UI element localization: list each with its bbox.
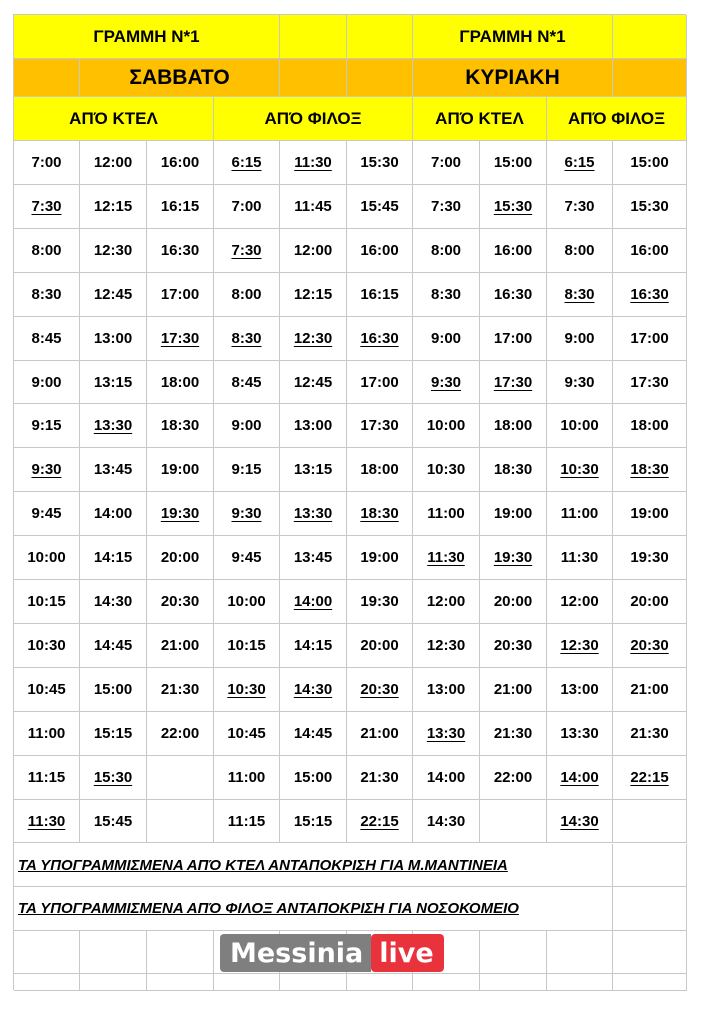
empty-cell [613, 974, 687, 991]
empty-cell [480, 974, 547, 991]
time-cell: 13:30 [547, 712, 613, 756]
time-cell: 13:30 [80, 404, 147, 448]
time-cell: 9:00 [214, 404, 280, 448]
time-cell: 19:00 [347, 536, 413, 580]
empty-cell [14, 931, 80, 974]
time-cell: 12:45 [80, 273, 147, 317]
time-cell: 6:15 [214, 141, 280, 185]
time-cell: 11:15 [214, 800, 280, 843]
time-cell: 18:30 [613, 448, 687, 492]
time-cell: 13:00 [280, 404, 347, 448]
time-cell: 16:15 [347, 273, 413, 317]
note-ktel-correspondence: ΤΑ ΥΠΟΓΡΑΜΜΙΣΜΕΝΑ ΑΠΌ ΚΤΕΛ ΑΝΤΑΠΟΚΡΙΣΗ ΓΙΑ Μ.ΜΑΝΤΙΝΕΙΑ [14, 844, 613, 887]
time-cell: 9:30 [547, 361, 613, 404]
time-cell: 16:00 [147, 141, 214, 185]
time-cell: 22:15 [613, 756, 687, 800]
time-cell: 11:00 [214, 756, 280, 800]
time-cell: 8:00 [214, 273, 280, 317]
empty-cell [347, 974, 413, 991]
time-cell: 20:00 [480, 580, 547, 624]
empty-cell [480, 931, 547, 974]
time-cell: 16:30 [480, 273, 547, 317]
time-cell: 15:30 [80, 756, 147, 800]
time-cell: 8:00 [14, 229, 80, 273]
time-cell: 21:30 [613, 712, 687, 756]
empty-cell [214, 974, 280, 991]
time-cell: 20:30 [347, 668, 413, 712]
logo-part-live: live [371, 934, 443, 972]
time-cell: 21:00 [347, 712, 413, 756]
time-cell: 15:15 [280, 800, 347, 843]
empty-cell [147, 974, 214, 991]
time-cell: 7:00 [413, 141, 480, 185]
time-cell: 17:00 [147, 273, 214, 317]
messinia-live-logo [220, 934, 444, 972]
time-cell: 19:00 [613, 492, 687, 536]
time-cell: 14:00 [80, 492, 147, 536]
time-cell [480, 800, 547, 843]
time-cell: 7:00 [14, 141, 80, 185]
time-cell: 18:30 [147, 404, 214, 448]
time-cell: 14:30 [413, 800, 480, 843]
time-cell: 21:30 [147, 668, 214, 712]
time-cell: 8:00 [413, 229, 480, 273]
time-cell: 15:30 [347, 141, 413, 185]
time-cell: 7:00 [214, 185, 280, 229]
time-cell: 14:30 [547, 800, 613, 843]
time-cell: 10:30 [413, 448, 480, 492]
time-cell: 11:15 [14, 756, 80, 800]
time-cell: 18:00 [480, 404, 547, 448]
time-cell: 8:45 [14, 317, 80, 361]
time-cell: 18:00 [347, 448, 413, 492]
header-empty-cell [613, 15, 687, 59]
time-cell: 14:00 [547, 756, 613, 800]
time-cell: 22:15 [347, 800, 413, 843]
time-cell: 15:30 [480, 185, 547, 229]
header-from-ktel-sunday: ΑΠΌ ΚΤΕΛ [413, 97, 547, 141]
time-cell: 10:30 [547, 448, 613, 492]
time-cell: 17:30 [480, 361, 547, 404]
empty-cell [280, 974, 347, 991]
header-day-saturday: ΣΑΒΒΑΤΟ [80, 59, 280, 97]
time-cell: 13:45 [80, 448, 147, 492]
time-cell: 9:30 [14, 448, 80, 492]
time-cell: 15:00 [80, 668, 147, 712]
time-cell: 12:00 [413, 580, 480, 624]
empty-cell [413, 974, 480, 991]
time-cell: 11:30 [280, 141, 347, 185]
empty-cell [80, 974, 147, 991]
time-cell: 10:45 [14, 668, 80, 712]
time-cell: 12:00 [547, 580, 613, 624]
time-cell: 20:30 [147, 580, 214, 624]
time-cell: 16:30 [347, 317, 413, 361]
time-cell: 12:00 [80, 141, 147, 185]
time-cell: 21:00 [613, 668, 687, 712]
header-empty-cell [347, 15, 413, 59]
time-cell: 7:30 [14, 185, 80, 229]
time-cell: 15:45 [80, 800, 147, 843]
time-cell: 20:30 [613, 624, 687, 668]
time-cell: 20:00 [347, 624, 413, 668]
time-cell: 11:00 [547, 492, 613, 536]
time-cell: 17:30 [613, 361, 687, 404]
time-cell: 17:30 [347, 404, 413, 448]
time-cell: 17:00 [347, 361, 413, 404]
time-cell: 14:30 [80, 580, 147, 624]
time-cell: 21:30 [480, 712, 547, 756]
time-cell: 13:00 [80, 317, 147, 361]
time-cell: 12:30 [547, 624, 613, 668]
time-cell: 17:00 [613, 317, 687, 361]
time-cell: 10:00 [214, 580, 280, 624]
time-cell: 7:30 [547, 185, 613, 229]
time-cell [613, 800, 687, 843]
time-cell: 16:30 [613, 273, 687, 317]
time-cell: 12:00 [280, 229, 347, 273]
empty-cell [80, 931, 147, 974]
time-cell: 19:30 [613, 536, 687, 580]
time-cell: 21:30 [347, 756, 413, 800]
time-cell: 15:30 [613, 185, 687, 229]
time-cell: 8:30 [413, 273, 480, 317]
time-cell: 10:45 [214, 712, 280, 756]
header-from-filox-saturday: ΑΠΌ ΦΙΛΟΞ [214, 97, 413, 141]
time-cell: 10:00 [14, 536, 80, 580]
header-empty-cell [280, 15, 347, 59]
header-from-filox-sunday: ΑΠΌ ΦΙΛΟΞ [547, 97, 687, 141]
empty-cell [147, 931, 214, 974]
time-cell: 13:15 [280, 448, 347, 492]
time-cell: 13:15 [80, 361, 147, 404]
time-cell: 12:15 [80, 185, 147, 229]
time-cell: 14:30 [280, 668, 347, 712]
empty-cell [613, 931, 687, 974]
time-cell: 7:30 [413, 185, 480, 229]
time-cell: 7:30 [214, 229, 280, 273]
time-cell: 22:00 [480, 756, 547, 800]
time-cell [147, 800, 214, 843]
time-cell: 21:00 [147, 624, 214, 668]
time-cell: 12:30 [413, 624, 480, 668]
time-cell: 11:30 [14, 800, 80, 843]
header-day-sunday: ΚΥΡΙΑΚΗ [413, 59, 613, 97]
time-cell: 9:30 [214, 492, 280, 536]
bus-schedule-table [13, 14, 686, 990]
time-cell: 11:00 [413, 492, 480, 536]
time-cell: 20:30 [480, 624, 547, 668]
time-cell: 18:30 [480, 448, 547, 492]
time-cell: 10:15 [14, 580, 80, 624]
time-cell: 15:15 [80, 712, 147, 756]
time-cell: 14:45 [280, 712, 347, 756]
empty-cell [613, 844, 687, 887]
time-cell: 9:15 [14, 404, 80, 448]
note-filox-correspondence: ΤΑ ΥΠΟΓΡΑΜΜΙΣΜΕΝΑ ΑΠΌ ΦΙΛΟΞ ΑΝΤΑΠΟΚΡΙΣΗ ΓΙΑ ΝΟΣΟΚΟΜΕΙΟ [14, 887, 613, 931]
time-cell: 22:00 [147, 712, 214, 756]
time-cell: 16:00 [347, 229, 413, 273]
empty-cell [547, 974, 613, 991]
time-cell: 10:30 [14, 624, 80, 668]
time-cell: 10:30 [214, 668, 280, 712]
time-cell [147, 756, 214, 800]
time-cell: 9:15 [214, 448, 280, 492]
time-cell: 12:45 [280, 361, 347, 404]
time-cell: 9:00 [547, 317, 613, 361]
time-cell: 21:00 [480, 668, 547, 712]
time-cell: 13:30 [280, 492, 347, 536]
header-empty-cell [347, 59, 413, 97]
time-cell: 14:15 [80, 536, 147, 580]
header-empty-cell [613, 59, 687, 97]
time-cell: 8:00 [547, 229, 613, 273]
time-cell: 13:45 [280, 536, 347, 580]
empty-cell [14, 974, 80, 991]
time-cell: 14:00 [280, 580, 347, 624]
time-cell: 19:00 [480, 492, 547, 536]
time-cell: 18:30 [347, 492, 413, 536]
time-cell: 9:00 [413, 317, 480, 361]
time-cell: 8:30 [214, 317, 280, 361]
header-line-left: ΓΡΑΜΜΗ Ν*1 [14, 15, 280, 59]
time-cell: 8:30 [547, 273, 613, 317]
time-cell: 12:15 [280, 273, 347, 317]
time-cell: 16:00 [613, 229, 687, 273]
time-cell: 17:00 [480, 317, 547, 361]
time-cell: 15:00 [280, 756, 347, 800]
time-cell: 10:00 [547, 404, 613, 448]
time-cell: 14:15 [280, 624, 347, 668]
time-cell: 16:00 [480, 229, 547, 273]
time-cell: 20:00 [147, 536, 214, 580]
time-cell: 19:30 [347, 580, 413, 624]
empty-cell [613, 887, 687, 931]
header-empty-cell [280, 59, 347, 97]
time-cell: 15:00 [480, 141, 547, 185]
time-cell: 16:15 [147, 185, 214, 229]
time-cell: 19:00 [147, 448, 214, 492]
empty-cell [547, 931, 613, 974]
time-cell: 9:00 [14, 361, 80, 404]
time-cell: 17:30 [147, 317, 214, 361]
time-cell: 13:30 [413, 712, 480, 756]
header-line-right: ΓΡΑΜΜΗ Ν*1 [413, 15, 613, 59]
time-cell: 15:00 [613, 141, 687, 185]
time-cell: 19:30 [480, 536, 547, 580]
time-cell: 6:15 [547, 141, 613, 185]
time-cell: 18:00 [613, 404, 687, 448]
time-cell: 13:00 [413, 668, 480, 712]
logo-part-messinia: Messinia [220, 934, 371, 972]
time-cell: 10:00 [413, 404, 480, 448]
time-cell: 13:00 [547, 668, 613, 712]
header-empty-cell [14, 59, 80, 97]
time-cell: 11:00 [14, 712, 80, 756]
time-cell: 11:30 [413, 536, 480, 580]
header-from-ktel-saturday: ΑΠΌ ΚΤΕΛ [14, 97, 214, 141]
time-cell: 9:45 [214, 536, 280, 580]
time-cell: 16:30 [147, 229, 214, 273]
time-cell: 10:15 [214, 624, 280, 668]
time-cell: 12:30 [80, 229, 147, 273]
time-cell: 14:00 [413, 756, 480, 800]
time-cell: 18:00 [147, 361, 214, 404]
time-cell: 9:45 [14, 492, 80, 536]
time-cell: 8:45 [214, 361, 280, 404]
time-cell: 8:30 [14, 273, 80, 317]
time-cell: 20:00 [613, 580, 687, 624]
time-cell: 19:30 [147, 492, 214, 536]
time-cell: 14:45 [80, 624, 147, 668]
time-cell: 9:30 [413, 361, 480, 404]
time-cell: 12:30 [280, 317, 347, 361]
time-cell: 11:30 [547, 536, 613, 580]
time-cell: 15:45 [347, 185, 413, 229]
time-cell: 11:45 [280, 185, 347, 229]
